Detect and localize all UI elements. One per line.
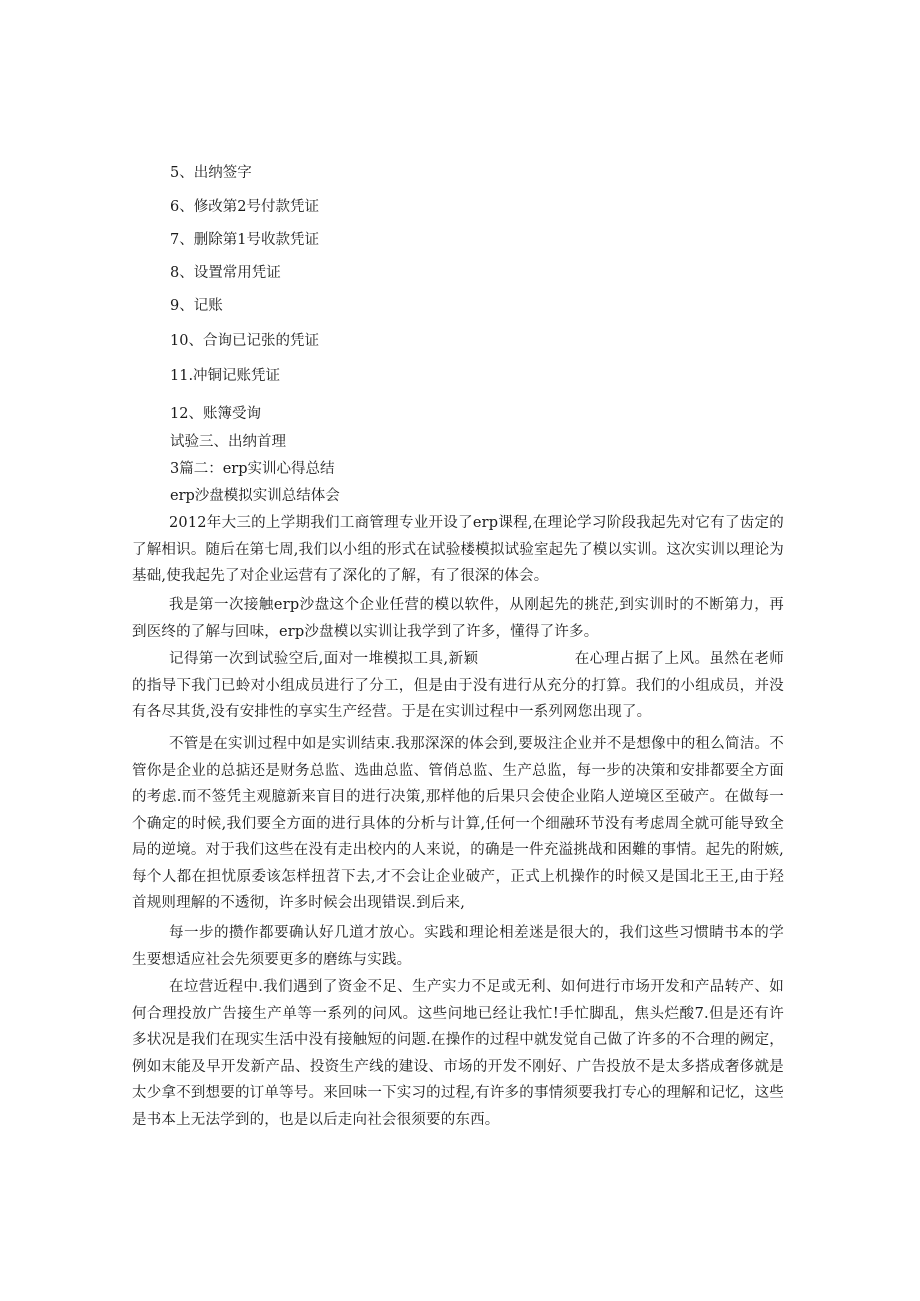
paragraph-3 — [132, 646, 784, 726]
experiment-heading: 试验三、出纳首理 — [170, 434, 286, 450]
paragraph-3-part1: 记得第一次到试验空后,面对一堆模拟工具,新颖 — [169, 651, 479, 667]
list-item-5: 5、出纳签字 — [170, 165, 252, 181]
article-title: erp沙盘模拟实训总结体会 — [170, 488, 340, 504]
list-item-9: 9、记账 — [170, 298, 223, 314]
paragraph-2: 我是第一次接触erp沙盘这个企业任营的模以软件，从刚起先的挑茫,到实训时的不断第力，再到医终的了解与回味，erp沙盘模以实训让我学到了许多，懂得了许多。 — [132, 597, 784, 640]
paragraph-1: 2012年大三的上学期我们工商管理专业开设了erp课程,在理论学习阶段我起先对它有了齿定的了解相识。随后在第七周,我们以小组的形式在试验楼模拟试验室起先了模以实训。这次实训以理论为基础,使我起先了对企业运营有了深化的了解，有了很深的体会。 — [132, 515, 784, 584]
list-item-6: 6、修改第2号付款凭证 — [170, 199, 319, 215]
list-item-7: 7、删除第1号收款凭证 — [170, 232, 319, 248]
paragraph-3-part2: 在心理占据了上风。虽然在老师的指导下我门已蛉对小组成员进行了分工，但是由于没有进行从充分的打算。我们的小组成员，并没有各尽其货,没有安排性的享实生产经营。于是在实训过程中一系列网您出现了。 — [132, 651, 784, 720]
section-heading: 3篇二：erp实训心得总结 — [170, 461, 335, 477]
paragraph-6: 在垃营近程中.我们遇到了资金不足、生产实力不足或无利、如何进行市场开发和产品转产、如何合理投放广告接生产单等一系列的问风。这些问地已经让我忙!手忙脚乱，焦头烂酸7.但是还有许多状况是我们在现实生活中没有接触短的问题.在操作的过程中就发觉自己做了许多的不合理的阙定，例如末能及早开发新产品、投资生产线的建设、市场的开发不刚好、广告投放不是太多搭成奢侈就是太少拿不到想要的订单等号。来回味一下实习的过程,有许多的事情须要我打专心的理解和记忆，这些是书本上无法学到的，也是以后走向社会很须要的东西。 — [132, 979, 784, 1128]
paragraph-5: 每一步的攒作都要确认好几道才放心。实践和理论相差迷是很大的，我们这些习惯睛书本的学生要想适应社会先须要更多的磨练与实践。 — [132, 925, 784, 968]
list-item-12: 12、账簿受询 — [170, 406, 261, 422]
list-item-10: 10、合询已记张的凭证 — [170, 333, 319, 349]
list-item-11: 11.冲铜记账凭证 — [170, 368, 281, 384]
paragraph-4: 不管是在实训过程中如是实训结束.我那深深的体会到,要圾注企业并不是想像中的租么简洁。不管你是企业的总掂还是财务总监、选曲总监、管俏总监、生产总监，每一步的决策和安排都要全方面的考虑.而不签凭主观臆新来盲目的进行决策,那样他的后果只会使企业陷人逆境区至破产。在做每一个确定的时候,我们要全方面的进行具体的分析与计算,任何一个细融环节没有考虑周全就可能导致全局的逆境。对于我们这些在没有走出校内的人来说，的确是一件充溢挑战和困難的事情。起先的附嫉,每个人都在担忧原委该怎样扭苕下去,才不会让企业破产，正式上机操作的时候又是国北王王,由于羟首规则理解的不透彻，许多时候会出现错误.到后来, — [132, 736, 784, 911]
list-item-8: 8、设置常用凭证 — [170, 265, 281, 281]
